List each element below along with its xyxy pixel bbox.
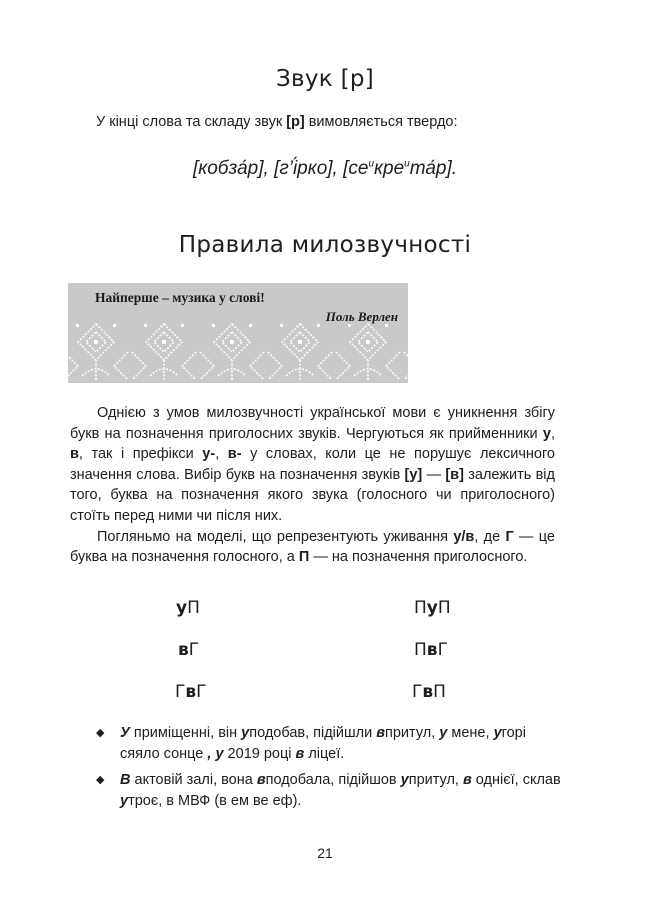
model-letter: Г xyxy=(188,640,200,660)
model-letter: П xyxy=(437,598,451,618)
model-letter: П xyxy=(433,682,446,702)
model-letter-bold: у xyxy=(426,598,438,618)
text-run: мене, xyxy=(447,725,494,741)
paragraph-2 xyxy=(70,527,555,568)
model-letter-bold: в xyxy=(426,640,438,660)
text-run: — на позначення приголосного. xyxy=(309,549,528,566)
text-run: — це буква на позначення голосного, а xyxy=(70,528,555,566)
rule-statement xyxy=(96,112,458,133)
text-bold: у xyxy=(120,793,129,809)
text-bold: у- xyxy=(202,446,216,463)
text-run: — xyxy=(422,466,446,483)
rule-text-prefix: У кінці слова та складу звук xyxy=(96,114,287,130)
section-title-euphony: Правила милозвучності xyxy=(178,232,472,258)
model-letter: П xyxy=(414,598,427,618)
text-run: подобала, підійшов xyxy=(265,772,401,788)
model-letter-bold: в xyxy=(422,682,434,702)
text-bold: П xyxy=(298,549,310,566)
text-bold: [у] xyxy=(404,466,423,483)
text-bold: в xyxy=(463,772,472,788)
text-bold: у xyxy=(241,725,250,741)
model-GvG xyxy=(175,682,207,702)
text-run: притул, xyxy=(408,772,463,788)
epigraph-box xyxy=(68,283,408,383)
diamond-bullet-icon: ◆ xyxy=(96,727,105,739)
text-run: ліцеї. xyxy=(304,746,345,762)
diamond-bullet-icon: ◆ xyxy=(96,774,105,786)
model-vG xyxy=(178,640,199,660)
text-bold: в xyxy=(376,725,385,741)
text-run: актовій залі, вона xyxy=(130,772,257,788)
text-run: 2019 році xyxy=(223,746,296,762)
text-run: однієї, склав xyxy=(471,772,561,788)
model-letter-bold: у xyxy=(176,598,188,618)
model-letter: Г xyxy=(412,682,423,702)
text-run: залежить від того, буква на позначення якого звука (голосного чи приголосного) стоїть перед ними чи після них. xyxy=(70,466,555,524)
model-letter: П xyxy=(187,598,200,618)
text-run: троє, в МВФ (в ем ве еф). xyxy=(128,793,302,809)
list-item xyxy=(96,723,566,765)
text-run: , так і префікси xyxy=(78,446,203,463)
text-run: приміщенні, він xyxy=(129,725,242,741)
text-run: у словах, коли це не порушує лексичного значення слова. Вибір букв на позначення звуків xyxy=(70,446,555,483)
model-PvG xyxy=(414,640,448,660)
rule-text-bold: [р] xyxy=(286,114,305,130)
text-run: , xyxy=(215,446,228,463)
epigraph-author: Поль Верлен xyxy=(325,309,398,324)
model-letter-bold: в xyxy=(178,640,189,660)
transcription-part: кре xyxy=(374,158,405,179)
text-run: подобав, підійшли xyxy=(249,725,377,741)
model-letter-bold: в xyxy=(185,682,197,702)
examples-list xyxy=(96,723,566,817)
text-bold: у/в xyxy=(453,528,475,545)
page-number: 21 xyxy=(317,845,333,861)
model-letter: П xyxy=(414,640,427,660)
rule-text-suffix: вимовляється твердо: xyxy=(304,114,458,130)
text-run: Погляньмо на моделі, що репрезентують уживання xyxy=(97,528,454,545)
text-run: Однією з умов милозвучності української мови є уникнення збігу букв на позначення приголосних звуків. Чергуються як прийменники xyxy=(70,405,555,442)
text-bold: , у xyxy=(203,746,224,762)
text-bold: у xyxy=(400,772,409,788)
text-run: , де xyxy=(474,528,506,545)
body-text xyxy=(70,403,555,568)
transcription-part: [кобза́р], [г’і́рко], [се xyxy=(192,158,369,179)
text-bold: у xyxy=(493,725,502,741)
model-GvP xyxy=(412,682,446,702)
text-bold: У xyxy=(120,725,130,741)
text-bold: Г xyxy=(505,528,514,545)
text-run: горі сяяло сонце xyxy=(120,725,526,762)
text-run: притул, xyxy=(385,725,440,741)
section-title-sound-r: Звук [р] xyxy=(275,66,375,92)
model-letter: Г xyxy=(437,640,448,660)
text-bold: [в] xyxy=(445,466,464,483)
text-run: , xyxy=(550,425,555,442)
transcription-part: та́р]. xyxy=(409,158,458,179)
text-bold: в xyxy=(295,746,305,762)
model-uP xyxy=(176,598,200,618)
text-bold: в xyxy=(70,446,79,463)
text-bold: В xyxy=(120,772,131,788)
text-bold: у xyxy=(439,725,448,741)
text-bold: в- xyxy=(227,446,242,463)
list-item xyxy=(96,770,566,812)
paragraph-1 xyxy=(70,403,555,527)
transcription-superscript: и xyxy=(404,158,410,170)
epigraph-quote: Найперше – музика у слові! xyxy=(95,290,265,305)
model-PuP xyxy=(414,598,451,618)
text-bold: в xyxy=(256,772,266,788)
transcription-examples xyxy=(0,158,650,180)
model-letter: Г xyxy=(196,682,207,702)
transcription-superscript: и xyxy=(368,158,375,170)
model-letter: Г xyxy=(175,682,186,702)
text-bold: у xyxy=(542,425,551,442)
